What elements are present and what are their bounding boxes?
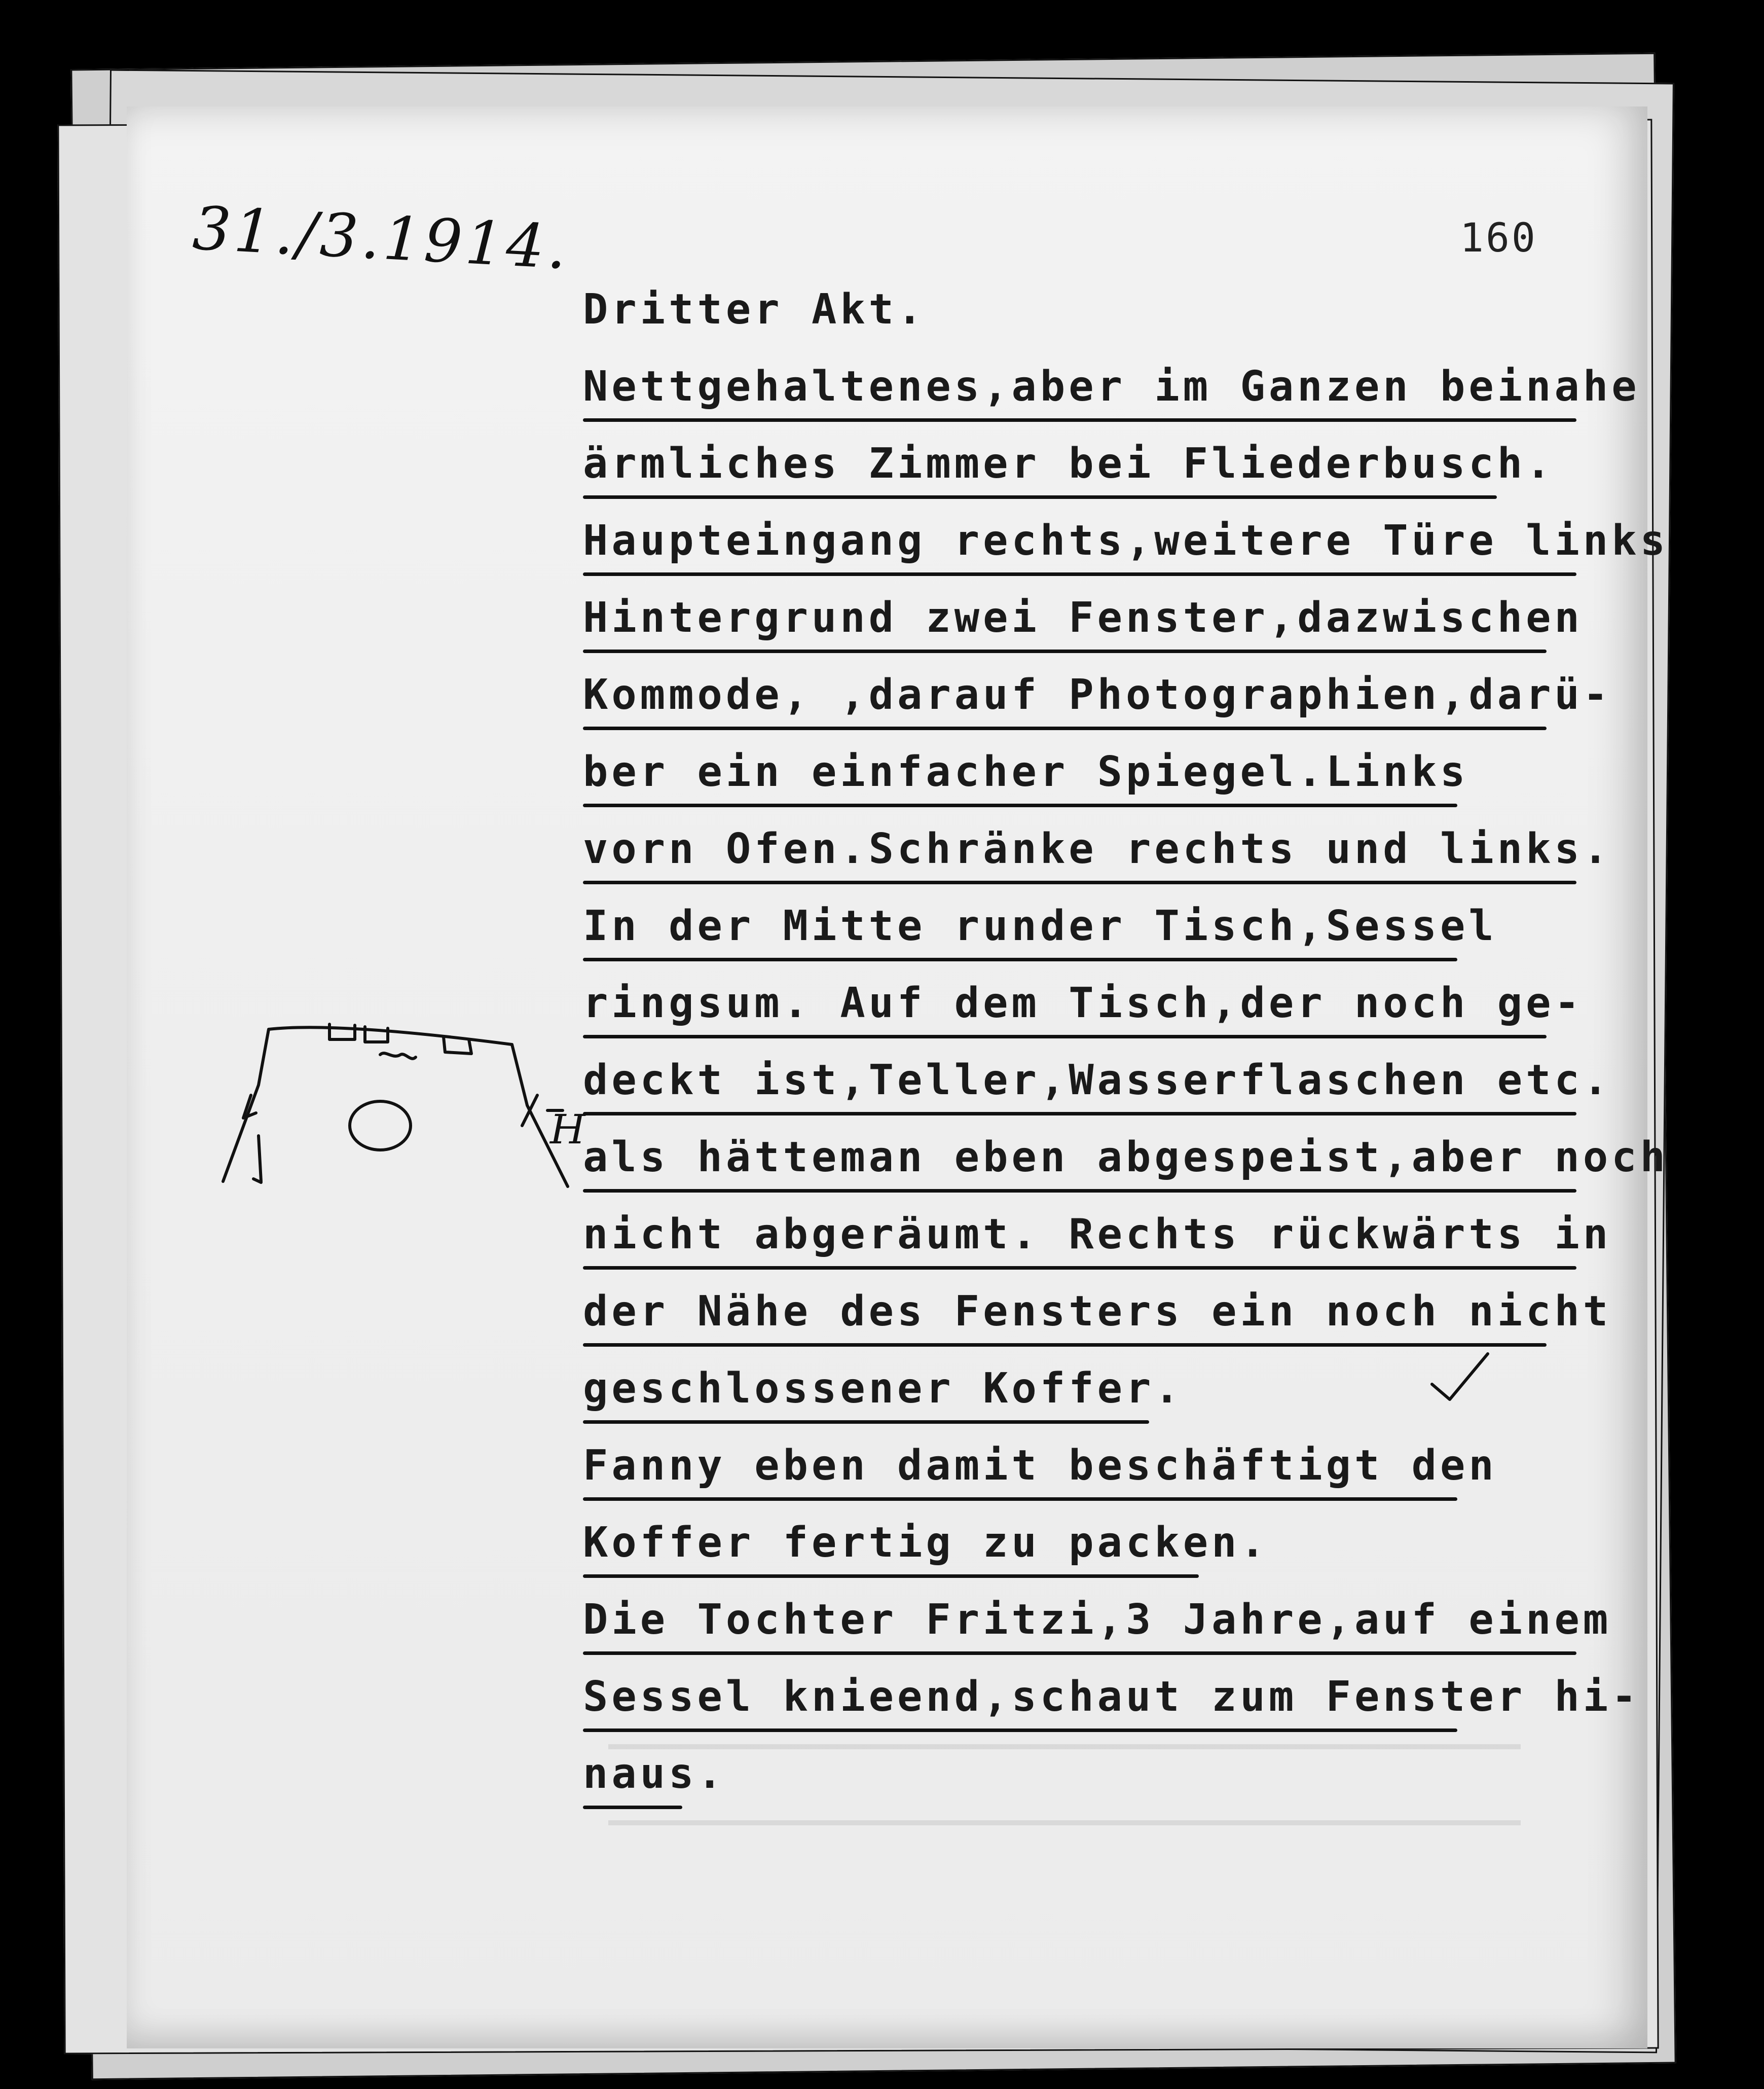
- underline-mark: [583, 727, 1547, 730]
- underline-mark: [583, 1651, 1576, 1655]
- typed-line: [583, 975, 1622, 1052]
- sketch-label-h: H: [550, 1106, 585, 1153]
- typed-line-text: Dritter Akt.: [583, 285, 926, 334]
- underline-mark: [583, 495, 1497, 499]
- typed-line: [583, 1052, 1622, 1129]
- typed-line-text: naus.: [583, 1750, 726, 1798]
- underline-mark: [583, 881, 1576, 884]
- typed-line: [583, 1437, 1622, 1515]
- typed-line: [583, 821, 1622, 898]
- typed-line-text: vorn Ofen.Schränke rechts und links.: [583, 825, 1612, 873]
- underline-mark: [583, 1728, 1457, 1732]
- typed-line: [583, 590, 1622, 667]
- stage-plan-sketch-icon: [213, 1024, 585, 1207]
- typed-line-text: ringsum. Auf dem Tisch,der noch ge-: [583, 979, 1583, 1027]
- bleed-through-text: [608, 1744, 1521, 1896]
- typed-line-text: Hintergrund zwei Fenster,dazwischen: [583, 594, 1583, 642]
- typed-line: [583, 1669, 1640, 1746]
- underline-mark: [583, 958, 1457, 961]
- underline-mark: [583, 1035, 1547, 1038]
- typed-line: [583, 1206, 1622, 1283]
- typed-line-text: Haupteingang rechts,weitere Türe links: [583, 517, 1669, 565]
- typed-line: [583, 1592, 1622, 1669]
- underline-mark: [583, 1266, 1576, 1270]
- typed-line-text: In der Mitte runder Tisch,Sessel: [583, 902, 1497, 950]
- underline-mark: [583, 1574, 1199, 1578]
- typed-line-text: Kommode, ,darauf Photographien,darü-: [583, 671, 1612, 719]
- underline-mark: [583, 650, 1547, 653]
- typed-line: [583, 667, 1622, 744]
- typed-line: [583, 898, 1622, 975]
- typed-line: [583, 1129, 1669, 1206]
- typed-line-text: Fanny eben damit beschäftigt den: [583, 1442, 1497, 1490]
- typed-line-text: deckt ist,Teller,Wasserflaschen etc.: [583, 1056, 1612, 1104]
- act-title: [583, 281, 1622, 358]
- typed-line-text: Die Tochter Fritzi,3 Jahre,auf einem: [583, 1596, 1612, 1644]
- typed-line-text: Sessel knieend,schaut zum Fenster hi-: [583, 1673, 1640, 1721]
- underline-mark: [583, 1420, 1149, 1424]
- typed-line-text: nicht abgeräumt. Rechts rückwärts in: [583, 1210, 1612, 1258]
- typed-line-text: ärmliches Zimmer bei Fliederbusch.: [583, 440, 1555, 488]
- typed-line-text: Koffer fertig zu packen.: [583, 1519, 1269, 1567]
- typed-line-text: ber ein einfacher Spiegel.Links: [583, 748, 1469, 796]
- page-number: 160: [1460, 215, 1537, 261]
- underline-mark: [583, 418, 1576, 422]
- checkmark-icon: [1429, 1349, 1490, 1410]
- underline-mark: [583, 1343, 1547, 1347]
- underline-mark: [583, 804, 1457, 807]
- underline-mark: [583, 1189, 1576, 1193]
- typed-line: [583, 358, 1640, 436]
- typed-line: [583, 744, 1622, 821]
- typed-line-text: als hätteman eben abgespeist,aber noch: [583, 1133, 1669, 1181]
- typed-line-text: der Nähe des Fensters ein noch nicht: [583, 1287, 1612, 1336]
- underline-mark: [583, 1112, 1576, 1115]
- typed-line: [583, 513, 1669, 590]
- underline-mark: [583, 1497, 1457, 1501]
- typed-text-block: [583, 281, 1669, 1823]
- typed-line-text: Nettgehaltenes,aber im Ganzen beinahe: [583, 363, 1640, 411]
- underline-mark: [583, 572, 1576, 576]
- typed-line: [583, 1515, 1622, 1592]
- handwritten-date: 31./3.1914.: [191, 193, 571, 283]
- typed-line: [583, 436, 1622, 513]
- typed-line-text: geschlossener Koffer.: [583, 1364, 1183, 1413]
